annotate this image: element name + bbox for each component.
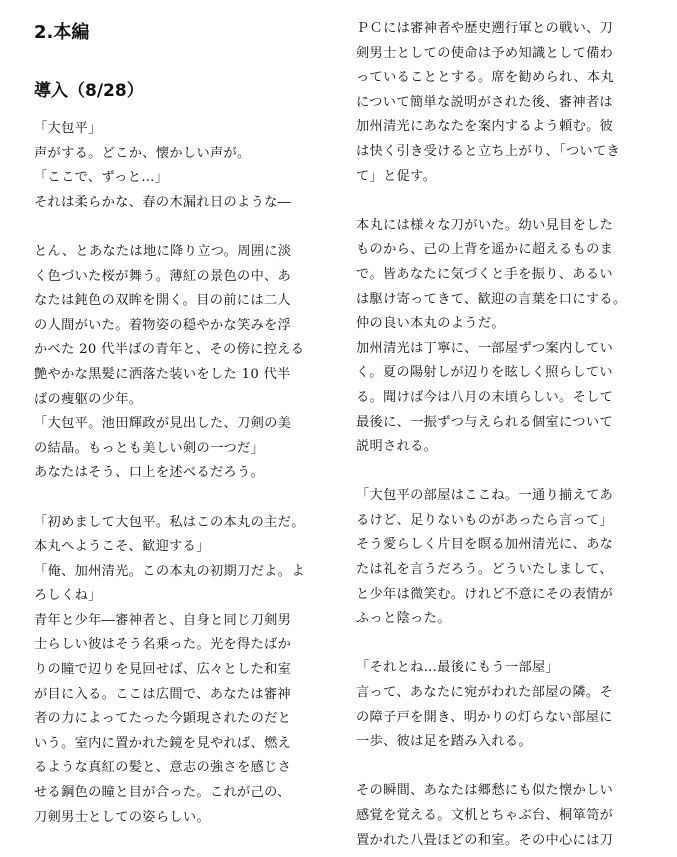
text-line: 「ここで、ずっと…」 — [34, 170, 169, 186]
paragraph-gap — [356, 189, 646, 214]
text-line: 刀剣男士としての姿らしい。 — [34, 809, 210, 825]
text-line: 加州清光は丁寧に、一部屋ずつ案内してい — [356, 340, 614, 356]
text-line: せる鋼色の瞳と目が合った。これが己の、 — [34, 785, 291, 801]
text-line: なたは鈍色の双眸を開く。目の前には二人 — [34, 293, 291, 309]
text-line: が目に入る。ここは広間で、あなたは審神 — [34, 686, 291, 702]
text-line: とん、とあなたは地に降り立つ。周囲に淡 — [34, 243, 292, 259]
paragraph-gap — [356, 460, 646, 485]
text-line: 仲の良い本丸のようだ。 — [356, 316, 505, 332]
text-line: く色づいた桜が舞う。薄紅の景色の中、あ — [34, 268, 292, 284]
paragraph-gap — [34, 486, 318, 511]
text-line: と少年は微笑む。けれど不意にその表情が — [356, 586, 614, 602]
text-line: るけど、足りないものがあったら言って」 — [356, 512, 614, 528]
text-line: っていることとする。席を勧められ、本丸 — [356, 70, 615, 86]
text-line: ろしくね」 — [34, 588, 102, 604]
text-line: の障子戸を開き、明かりの灯らない部屋に — [356, 709, 613, 725]
right-column-text — [356, 17, 646, 853]
text-line: で。皆あなたに気づくと手を振り、あるい — [356, 266, 613, 282]
text-line: 最後に、一振ずつ与えられる個室について — [356, 414, 613, 430]
paragraph-gap — [34, 215, 318, 240]
paragraph-gap — [356, 632, 646, 657]
text-line: て」と促す。 — [356, 168, 437, 184]
text-line: く。夏の陽射しが辺りを眩しく照らしてい — [356, 365, 613, 381]
text-line: ばの痩躯の少年。 — [34, 391, 143, 407]
text-line: 艶やかな黒髪に洒落た装いをした 10 代半 — [34, 366, 291, 382]
text-line: いう。室内に置かれた鏡を見やれば、燃え — [34, 735, 292, 751]
text-line: 青年と少年―審神者と、自身と同じ刀剣男 — [34, 612, 292, 628]
text-line: 加州清光にあなたを案内するよう頼む。彼 — [356, 119, 614, 135]
text-line: るような真紅の髪と、意志の強さを感じさ — [34, 760, 292, 776]
text-line: は駆け寄ってきて、歓迎の言葉を口にする。 — [356, 291, 627, 307]
text-line: について簡単な説明がされた後、審神者は — [356, 94, 613, 110]
text-line: それは柔らかな、春の木漏れ日のような― — [34, 194, 292, 210]
text-line: は快く引き受けると立ち上がり、「ついてき — [356, 143, 621, 159]
text-line: あなたはそう、口上を述べるだろう。 — [34, 465, 265, 481]
text-line: 言って、あなたに宛がわれた部屋の隣。そ — [356, 685, 613, 701]
text-line: 「俺、加州清光。この本丸の初期刀だよ。よ — [34, 563, 305, 579]
section-title: 2.本編 — [34, 22, 90, 43]
text-line: その瞬間、あなたは郷愁にも似た懐かしい — [356, 783, 614, 799]
text-line: 「大包平。池田輝政が見出した、刀剣の美 — [34, 416, 292, 432]
text-line: 剣男士としての使命は予め知識として備わ — [356, 45, 614, 61]
left-column-text — [34, 117, 318, 830]
text-line: 一歩、彼は足を踏み入れる。 — [356, 734, 532, 750]
text-line: 説明される。 — [356, 439, 438, 455]
text-line: 本丸には様々な刀がいた。幼い見目をした — [356, 217, 614, 233]
text-line: 者の力によってたった今顕現されたのだと — [34, 711, 292, 727]
text-line: 「初めまして大包平。私はこの本丸の主だ。 — [34, 514, 305, 530]
paragraph-gap — [356, 755, 646, 780]
text-line: 声がする。どこか、懐かしい声が。 — [34, 145, 251, 161]
text-line: 本丸へようこそ、歓迎する」 — [34, 539, 210, 555]
text-line: る。聞けば今は八月の末頃らしい。そして — [356, 389, 614, 405]
text-line: ものから、己の上背を遥かに超えるものま — [356, 242, 614, 258]
text-line: の人間がいた。着物姿の穏やかな笑みを浮 — [34, 317, 292, 333]
text-line: りの瞳で辺りを見回せば、広々とした和室 — [34, 662, 292, 678]
text-line: かべた 20 代半ばの青年と、その傍に控える — [34, 342, 305, 358]
text-line: ふっと陰った。 — [356, 611, 451, 627]
subsection-title: 導入（8/28） — [34, 81, 144, 101]
text-line: 「大包平の部屋はここね。一通り揃えてあ — [356, 488, 614, 504]
text-line: 「大包平」 — [34, 121, 102, 136]
text-line: 置かれた八畳ほどの和室。その中心には刀 — [356, 832, 614, 848]
text-line: の結晶。もっとも美しい剣の一つだ」 — [34, 440, 265, 456]
text-line: そう愛らしく片目を瞑る加州清光に、あな — [356, 537, 614, 553]
text-line: 感覚を覚える。文机とちゃぶ台、桐箪笥が — [356, 808, 614, 823]
text-line: ＰＣには審神者や歴史遡行軍との戦い、刀 — [356, 21, 614, 36]
text-line: 士らしい彼はそう名乗った。光を得たばか — [34, 637, 292, 653]
text-line: 「それとね…最後にもう一部屋」 — [356, 660, 560, 676]
text-line: たは礼を言うだろう。どういたしまして、 — [356, 562, 613, 578]
